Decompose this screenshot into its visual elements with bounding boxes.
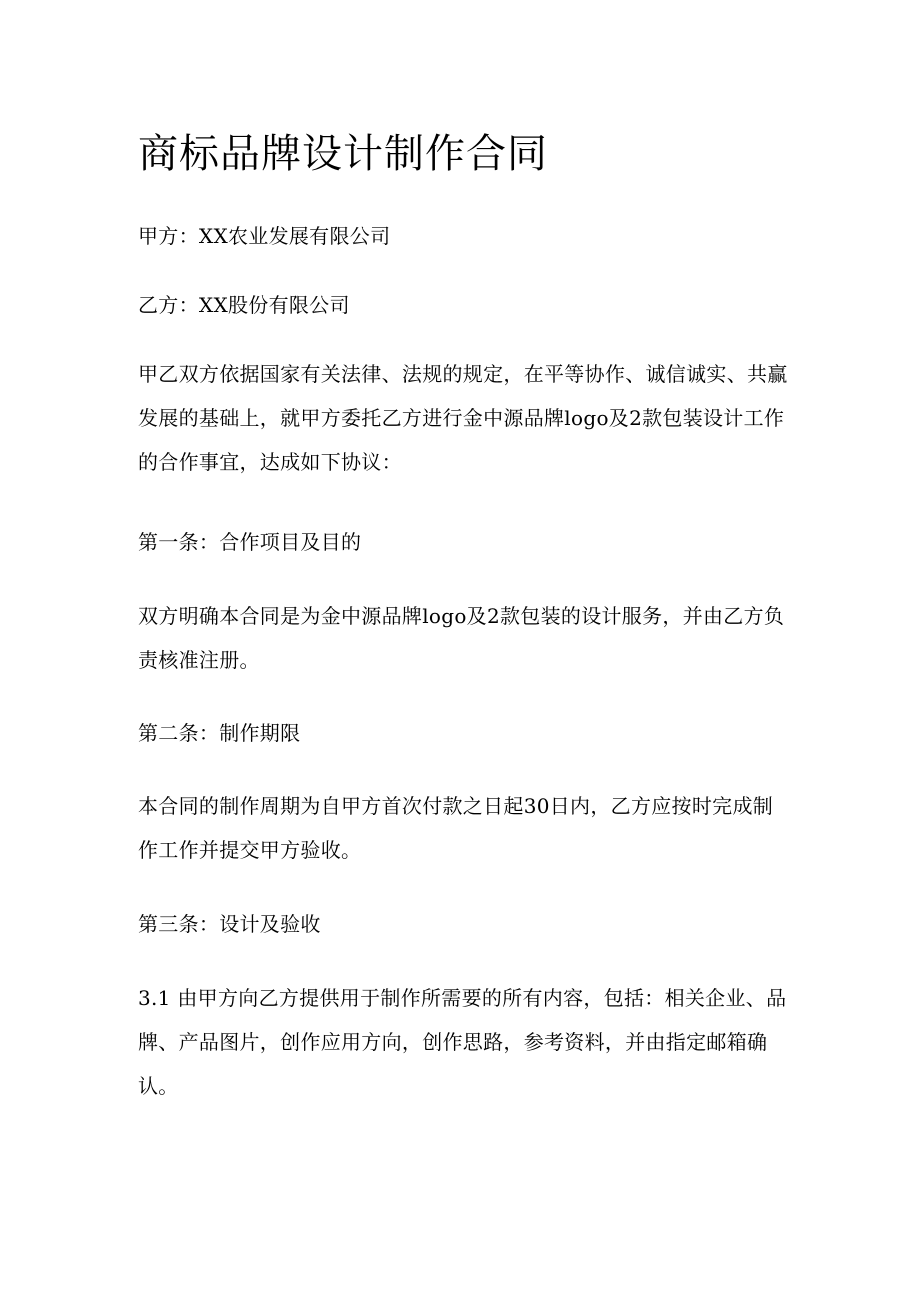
article-3-clause-3-1: 3.1 由甲方向乙方提供用于制作所需要的所有内容，包括：相关企业、品牌、产品图片，创作应用方向，创作思路，参考资料，并由指定邮箱确认。 — [138, 986, 787, 1098]
contract-title: 商标品牌设计制作合同 — [138, 131, 548, 177]
article-1-body: 双方明确本合同是为金中源品牌logo及2款包装的设计服务，并由乙方负责核准注册。 — [138, 604, 785, 672]
article-2-body: 本合同的制作周期为自甲方首次付款之日起30日内，乙方应按时完成制作工作并提交甲方验收。 — [138, 794, 774, 862]
preamble-paragraph: 甲乙双方依据国家有关法律、法规的规定，在平等协作、诚信诚实、共赢发展的基础上，就甲方委托乙方进行金中源品牌logo及2款包装设计工作的合作事宜，达成如下协议： — [138, 362, 788, 474]
article-3-heading: 第三条：设计及验收 — [138, 912, 321, 936]
party-a-line: 甲方：XX农业发展有限公司 — [138, 224, 391, 248]
article-1-heading: 第一条：合作项目及目的 — [138, 530, 362, 554]
article-2-heading: 第二条：制作期限 — [138, 721, 301, 745]
party-b-line: 乙方：XX股份有限公司 — [138, 293, 350, 317]
